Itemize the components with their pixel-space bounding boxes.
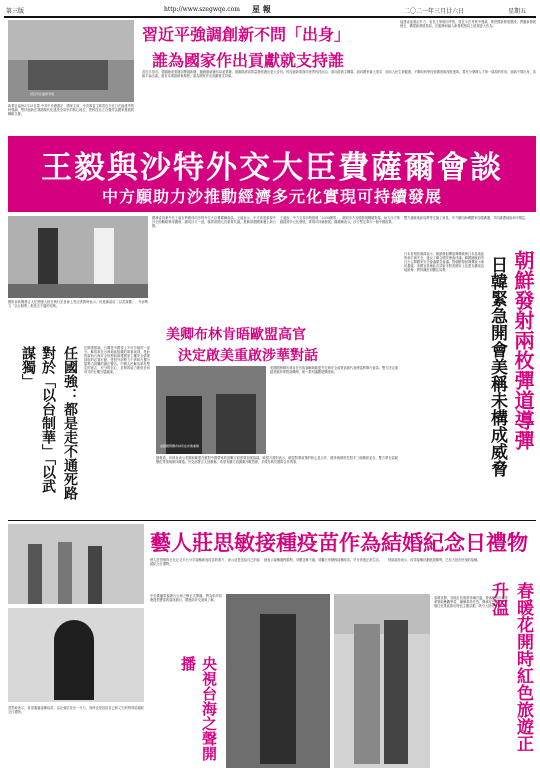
xi-photo bbox=[8, 20, 134, 102]
section-divider bbox=[8, 520, 536, 521]
korea-body: 日本首相菅義偉表示，朝鮮發射彈道導彈威脅日本及地區的和平與安全，違反了聯合國安理會決議。韓國總統府青瓦台召開國家安全會議緊急會議，對朝鮮發射導彈表示深切憂慮。美國官員稱此次試射未對美國本土及盟友構成直接威脅，將持續密切關注局勢。 bbox=[404, 252, 484, 272]
spring-headline: 春暖花開時紅色旅遊正升溫 bbox=[488, 582, 533, 752]
masthead: 星 報 bbox=[252, 4, 271, 14]
site-url[interactable]: http://www.szegwqe.com bbox=[164, 6, 240, 13]
wang-yi-body-2: 王毅說，中方支持沙特推進「2030願景」，願同沙方加強發展戰略對接，助力沙方推動經濟多元化發展，實現可持續發展。費薩爾表示，沙方堅定奉行一個中國政策。 bbox=[280, 216, 400, 224]
taiwan-body-top: 國防部新聞發言人任國強大校在例行記者會上答記者問時表示，民進黨當局「以武謀獨」、外部勢力「以台制華」都是走不通的死路。 bbox=[8, 300, 148, 308]
xi-body: 習近平指出，要圍繞產業鏈部署創新鏈、圍繞創新鏈布局產業鏈，推動經濟高質量發展邁出更大步伐。科技創新要面向世界科技前沿、面向經濟主戰場、面向國家重大需求、面向人民生命健康，不斷向科學技術廣度和深度進軍。要充分發揮人才第一資源的作用，創新不問出身，英雄不論出處，誰有本事誰就來揭榜，誰為國家作出貢獻就支持誰。 bbox=[142, 70, 536, 78]
korea-headline-2: 日韓緊急開會美稱未構成威脅 bbox=[487, 256, 507, 477]
xi-body-left: 新華社福州3月25日電 中共中央總書記、國家主席、中央軍委主席習近平近日在福建考察時強調，堅持創新在我國現代化建設全局中的核心地位，把科技自立自強作為國家發展的戰略支撐。 bbox=[8, 104, 134, 116]
cctv-headline: 央視台海之聲開播 bbox=[179, 656, 218, 761]
chong-headline: 藝人莊思敏接種疫苗作為結婚紀念日禮物 bbox=[150, 531, 528, 555]
wang-yi-body-1: 國務委員兼外長王毅在利雅得同沙特外交大臣費薩爾會談。王毅表示，中方高度重視中沙全面戰略夥伴關係，願同沙方一道，落實兩國元首重要共識，推動兩國關係邁上新台階。 bbox=[152, 216, 276, 228]
chong-photo-1 bbox=[226, 594, 330, 768]
taiwan-body: 任國強強調，台灣是中國領土不可分割的一部分。解放軍在台海地區組織的軍事演訓，是針對當前台海安全形勢和維護國家主權安全需要採取的必要行動，是對外部勢力干涉和台獨分裂勢力挑釁的嚴正警告。中國人民解放軍有堅定的意志、充分的信心、足夠的能力挫敗任何形式的台獨分裂圖謀。 bbox=[84, 346, 150, 374]
chong-body-left: 莊思敏表示，希望通過接種疫苗，為社會抗疫出一分力，同時也是送給自己和丈夫的特別結婚紀念日禮物。 bbox=[8, 706, 144, 714]
wang-yi-banner bbox=[8, 136, 536, 212]
banner-title: 王毅與沙特外交大臣費薩爾會談 bbox=[41, 150, 503, 186]
blinken-body: 據報道，布林肯表示美國和歐盟在應對中國帶來的挑戰方面需要加強協調。歐盟方面則表示，歐盟對華政策的核心是合作、競爭與制度性對手三個層面並存，雙方將在氣候變化等領域保持溝通。外交部發言人回應稱，希望有關方面摒棄冷戰思維，多做有利於國際合作的事。 bbox=[156, 456, 398, 464]
blinken-photo-caption: 美國國務卿布林肯在布魯塞爾 bbox=[160, 444, 200, 448]
chong-body-2: 她表示接種過程順利，身體並無不適，呼籲大家積極接種疫苗，早日恢復正常生活。 bbox=[264, 558, 382, 562]
blinken-body-right: 美國國務卿布林肯在布魯塞爾與歐盟外交與安全政策高級代表博雷利舉行會談。雙方決定重啟美歐涉華對話機制，就一系列議題展開磋商。 bbox=[270, 366, 398, 374]
xi-photo-caption: 習近平在福建考察 bbox=[30, 92, 55, 96]
page-header bbox=[4, 4, 536, 18]
xi-headline-2: 誰為國家作出貢獻就支持誰 bbox=[152, 51, 345, 70]
korea-headline-1: 朝鮮發射兩枚彈道導彈 bbox=[511, 250, 535, 450]
chong-portrait bbox=[8, 608, 144, 702]
issue-date: 二〇二一年三月廿六日 bbox=[404, 8, 465, 15]
blinken-headline-1: 美卿布林肯晤歐盟高官 bbox=[166, 327, 306, 343]
wang-yi-photo bbox=[8, 216, 148, 298]
page-number: 第三版 bbox=[6, 8, 25, 15]
blinken-headline-2: 決定啟美重啟涉華對話 bbox=[178, 348, 318, 364]
banner-subtitle: 中方願助力沙推動經濟多元化實現可持續發展 bbox=[101, 187, 442, 206]
chong-body-3: 特區政府表示，疫苗接種計劃進展順利，已有大批市民預約接種。 bbox=[388, 558, 481, 562]
cctv-body: 中央廣播電視總台台海之聲正式開播，將為兩岸同胞提供豐富的資訊節目，增進兩岸交流與了解。 bbox=[150, 594, 222, 602]
chong-group-photo bbox=[8, 524, 144, 604]
weekday: 星期五 bbox=[508, 8, 527, 15]
blinken-photo bbox=[156, 366, 266, 454]
chong-photo-2 bbox=[334, 594, 430, 768]
taiwan-headline-2: 對於「以台制華」「以武謀獨」 bbox=[20, 346, 56, 493]
top-right-body: 福建省委書記尹力、省長王寧陪同考察。習近平在考察中強調，要把握新發展階段、貫徹新發展理念、構建新發展格局，在服務和融入新發展格局上展現更大作為。 bbox=[400, 20, 536, 28]
xi-headline-1: 習近平強調創新不問「出身」 bbox=[142, 25, 351, 44]
wang-yi-body-3: 雙方還就地區局勢等交換了意見。中方願同海灣國家加強溝通，共同維護地區和平穩定。 bbox=[404, 216, 529, 220]
taiwan-headline-1: 任國強：都是走不通死路 bbox=[62, 346, 78, 500]
spring-body: 春暖花開，各地紅色旅遊持續升溫，遊客紛紛前往革命聖地參觀學習，緬懷革命先烈，傳承紅色基因。多個紅色景區推出特色主題活動，吸引大批遊客。 bbox=[434, 596, 508, 608]
chong-body-1: 藝人莊思敏昨日在社交平台分享接種新冠疫苗的照片，表示這是送給自己的結婚紀念日禮物。 bbox=[150, 558, 260, 566]
